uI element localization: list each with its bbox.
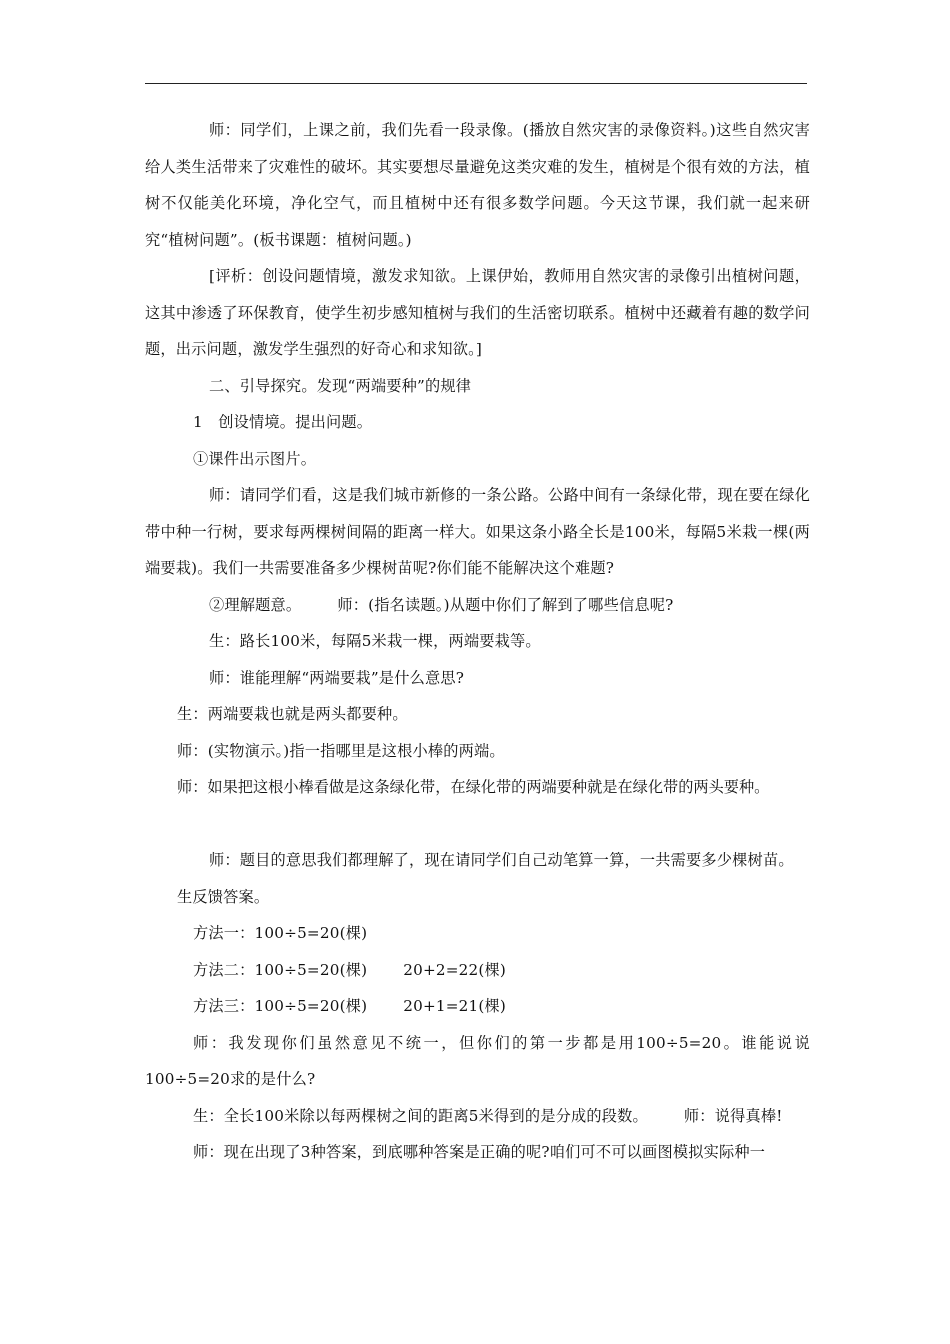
- teacher-praise: 师：说得真棒!: [683, 1106, 783, 1125]
- step-item: ①课件出示图片。: [193, 449, 317, 468]
- subsection-heading: 1 创设情境。提出问题。: [193, 413, 373, 431]
- method-line: 方法一：100÷5=20(棵): [193, 924, 368, 942]
- section-heading: 二、引导探究。发现“两端要种”的规律: [209, 376, 472, 395]
- method-step: 20+2=22(棵): [403, 960, 507, 979]
- blank-line: [145, 806, 810, 843]
- teacher-line: 师：我发现你们虽然意见不统一，但你们的第一步都是用100÷5=20。谁能说说100÷5=20求的是什么?: [145, 1033, 810, 1088]
- step-item: ②理解题意。: [209, 595, 302, 614]
- method-line: [145, 952, 810, 989]
- method-step: 20+1=21(棵): [403, 997, 507, 1015]
- student-line: 生反馈答案。: [177, 887, 270, 906]
- student-line: 生：路长100米，每隔5米栽一棵，两端要栽等。: [209, 632, 541, 650]
- header-rule: [145, 83, 807, 84]
- method-step: 方法二：100÷5=20(棵): [193, 960, 368, 979]
- paragraph-intro: 师：同学们，上课之前，我们先看一段录像。(播放自然灾害的录像资料。)这些自然灾害给人类生活带来了灾难性的破坏。其实要想尽量避免这类灾难的发生，植树是个很有效的方法，植树不仅能美化环境，净化空气，而且植树中还有很多数学问题。今天这节课，我们就一起来研究“植树问题”。(板书课题：植树问题。): [145, 121, 810, 249]
- method-step: 方法三：100÷5=20(棵): [193, 997, 368, 1015]
- teacher-line: 师：现在出现了3种答案，到底哪种答案是正确的呢?咱们可不可以画图模拟实际种一: [193, 1143, 766, 1161]
- teacher-line: 师：谁能理解“两端要栽”是什么意思?: [209, 668, 465, 687]
- paragraph-understand: [145, 587, 810, 624]
- student-line: 生：两端要栽也就是两头都要种。: [177, 705, 408, 723]
- teacher-line: 师：题目的意思我们都理解了，现在请同学们自己动笔算一算，一共需要多少棵树苗。: [209, 851, 794, 869]
- teacher-line: 师：如果把这根小棒看做是这条绿化带，在绿化带的两端要种就是在绿化带的两头要种。: [177, 778, 770, 796]
- paragraph-question: 师：请同学们看，这是我们城市新修的一条公路。公路中间有一条绿化带，现在要在绿化带中种一行树，要求每两棵树间隔的距离一样大。如果这条小路全长是100米，每隔5米栽一棵(两端要栽)。我们一共需要准备多少棵树苗呢?你们能不能解决这个难题?: [145, 486, 810, 577]
- student-answer: 生：全长100米除以每两棵树之间的距离5米得到的是分成的段数。: [193, 1106, 648, 1125]
- document-body: [145, 112, 810, 1171]
- teacher-line: 师：(实物演示。)指一指哪里是这根小棒的两端。: [177, 741, 505, 760]
- student-line: [145, 1098, 810, 1135]
- method-line: [145, 988, 810, 1025]
- teacher-line: 师：(指名读题。)从题中你们了解到了哪些信息呢?: [337, 595, 674, 614]
- paragraph-comment: [评析：创设问题情境，激发求知欲。上课伊始，教师用自然灾害的录像引出植树问题，这其中渗透了环保教育，使学生初步感知植树与我们的生活密切联系。植树中还藏着有趣的数学问题，出示问题，激发学生强烈的好奇心和求知欲。]: [145, 267, 810, 358]
